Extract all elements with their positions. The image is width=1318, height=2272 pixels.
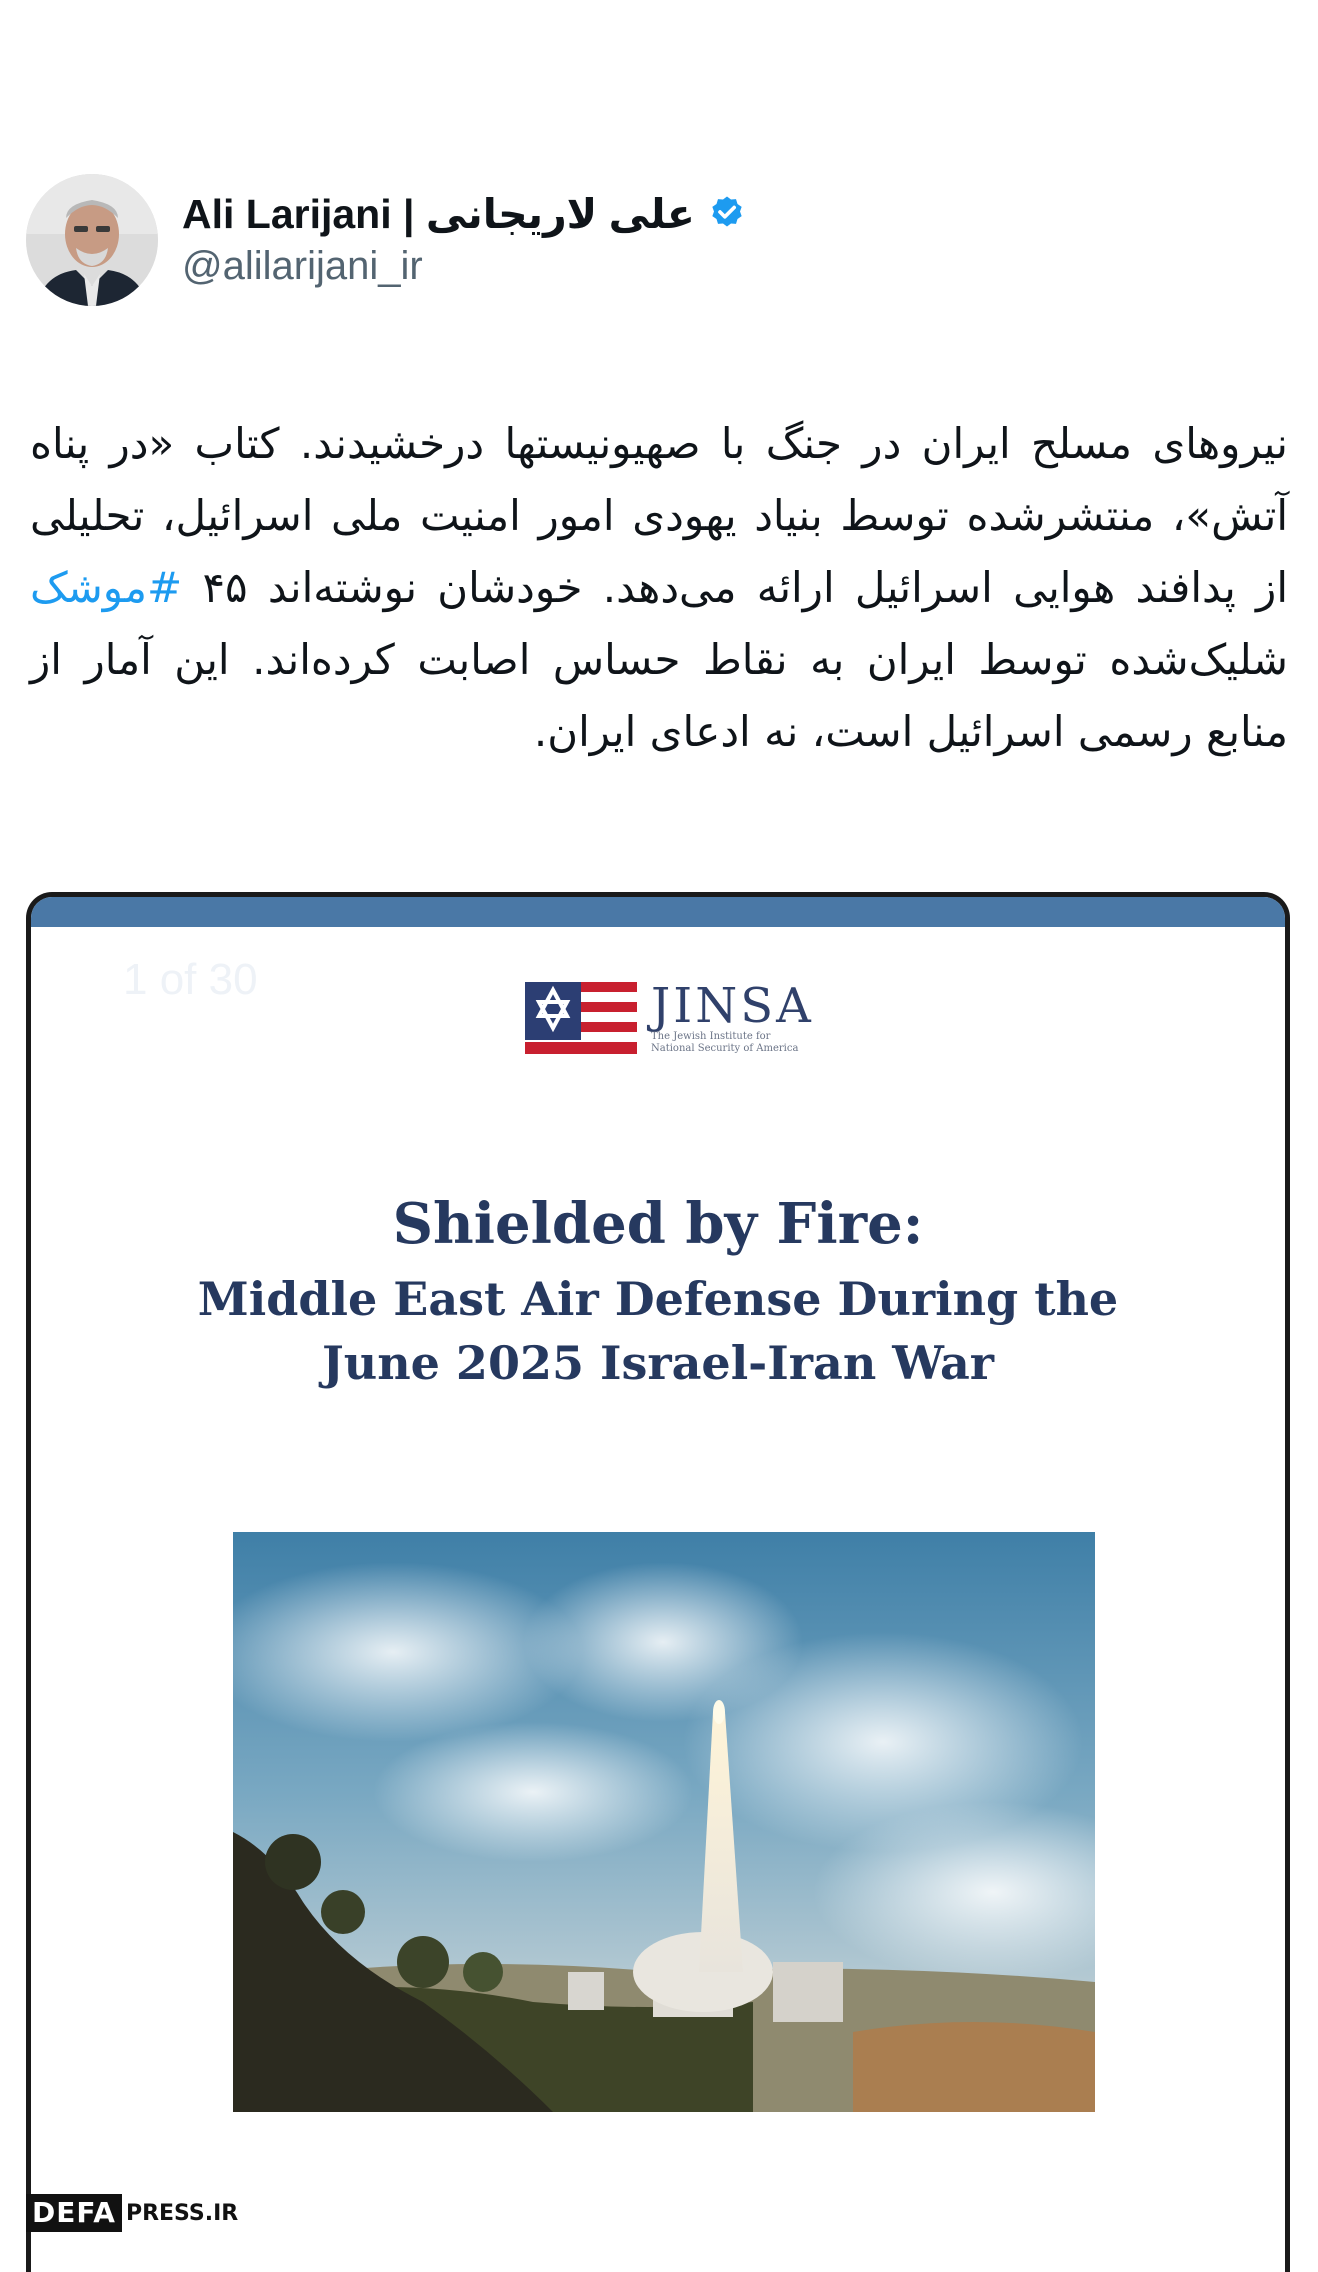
media-card[interactable]	[26, 892, 1290, 2272]
author-name-row[interactable]	[182, 186, 747, 242]
document-title	[31, 1189, 1285, 1395]
missile-launch-photo	[233, 1532, 1095, 2112]
avatar[interactable]	[26, 174, 158, 306]
tweet-text-part-2: شلیک‌شده توسط ایران به نقاط حساس اصابت کرده‌اند. این آمار از منابع رسمی اسرائیل است، نه ادعای ایران.	[30, 635, 1288, 756]
title-line-2: Middle East Air Defense During the	[197, 1272, 1119, 1326]
jinsa-wordmark: JINSA	[651, 978, 814, 1034]
tweet-text	[30, 408, 1288, 768]
watermark-box-text: DEFA	[26, 2194, 122, 2232]
defapress-watermark	[26, 2194, 238, 2232]
missile-launch-photo-icon	[233, 1532, 1095, 2112]
author-display-name[interactable]: Ali Larijani | علی لاریجانی	[182, 191, 695, 237]
title-line-1: Shielded by Fire:	[392, 1191, 924, 1257]
hashtag-link[interactable]: #موشک	[30, 563, 183, 612]
jinsa-logo	[525, 978, 814, 1055]
card-top-bar	[31, 897, 1285, 927]
page-counter: 1 of 30	[123, 955, 258, 1004]
tweet-text-part-1: نیروهای مسلح ایران در جنگ با صهیونیستها درخشیدند. کتاب «در پناه آتش»، منتشرشده توسط بنیاد یهودی امور امنیت ملی اسرائیل، تحلیلی از پدافند هوایی اسرائیل ارائه می‌دهد. خودشان نوشته‌اند ۴۵	[30, 419, 1288, 612]
jinsa-subtitle: The Jewish Institute for National Security of America	[651, 1031, 799, 1054]
verified-badge-icon	[707, 194, 747, 234]
watermark-suffix: PRESS.IR	[125, 2200, 239, 2226]
faint-dots	[166, 372, 366, 386]
avatar-portrait-icon	[26, 174, 158, 306]
author-handle[interactable]: @alilarijani_ir	[182, 244, 423, 288]
jinsa-flag-star-icon	[525, 982, 637, 1054]
title-line-3: June 2025 Israel-Iran War	[322, 1336, 994, 1390]
